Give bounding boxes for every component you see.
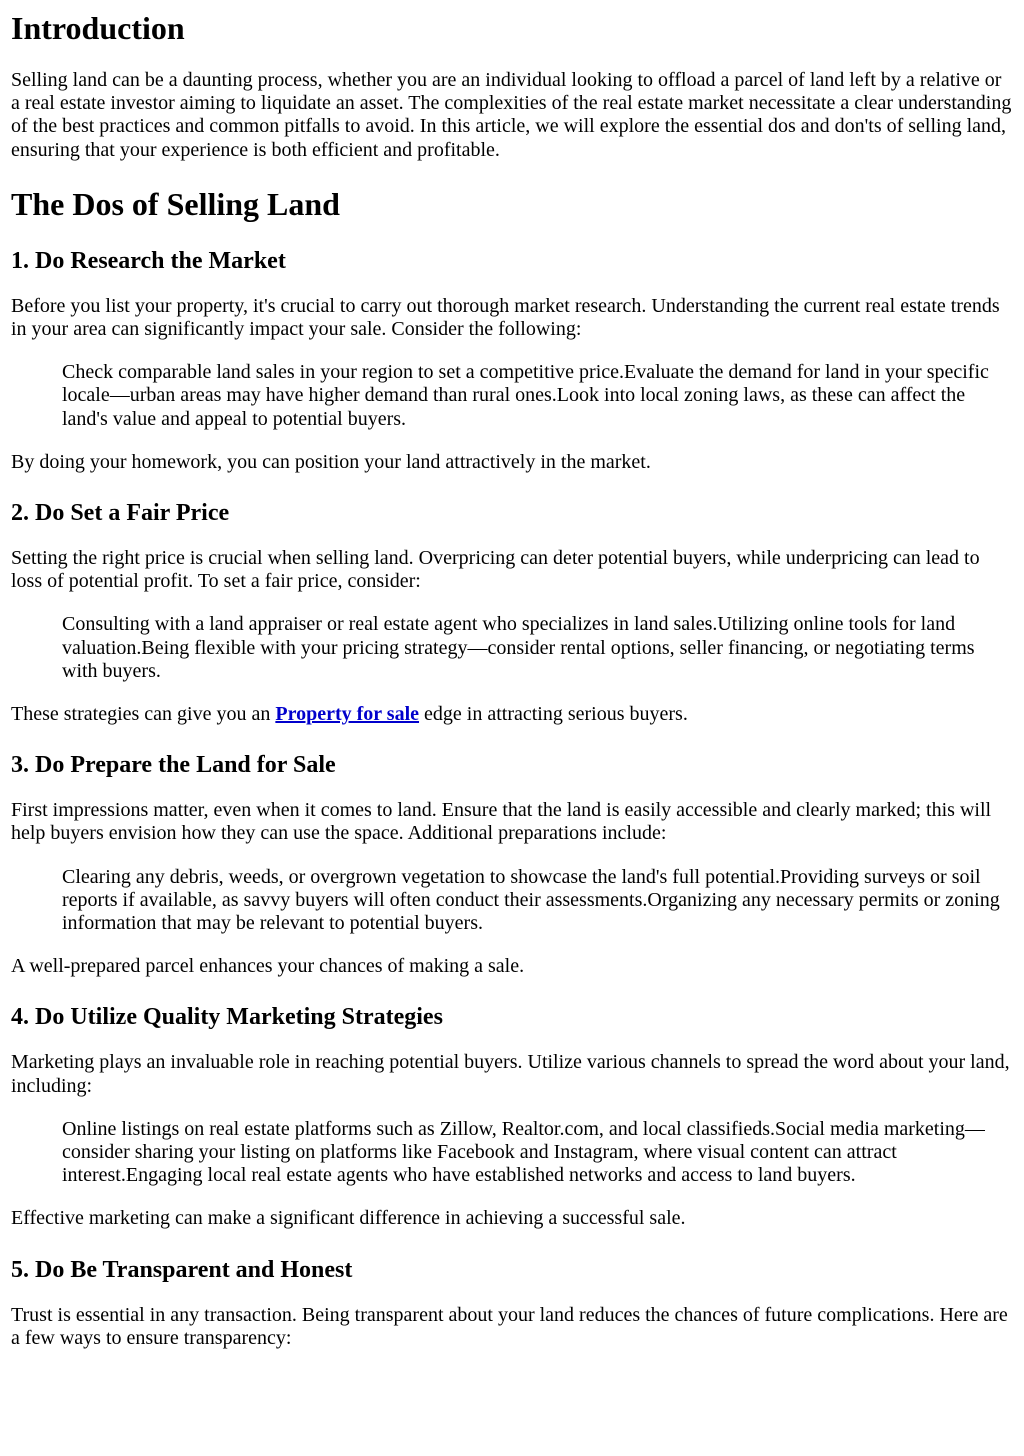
section-heading-marketing: 4. Do Utilize Quality Marketing Strategies: [11, 1004, 443, 1031]
section-quote-prepare: Clearing any debris, weeds, or overgrown vegetation to showcase the land's full potential.Providing surveys or soil reports if available, as savvy buyers will often conduct their assessments.Organizing any necessary permits or zoning information that may be relevant to potential buyers.: [62, 865, 1000, 935]
section-intro-transparent: Trust is essential in any transaction. Being transparent about your land reduces the chances of future complications. Here are a few ways to ensure transparency:: [11, 1303, 1008, 1349]
section-heading-transparent: 5. Do Be Transparent and Honest: [11, 1256, 353, 1283]
article: [0, 10, 1024, 1350]
section-quote-price: Consulting with a land appraiser or real estate agent who specializes in land sales.Utilizing online tools for land valuation.Being flexible with your pricing strategy—consider rental options, seller financing, or negotiating terms with buyers.: [62, 613, 975, 682]
section-heading-research: 1. Do Research the Market: [11, 247, 286, 274]
dos-heading: The Dos of Selling Land: [11, 185, 340, 222]
section-outro-prepare: A well-prepared parcel enhances your chances of making a sale.: [11, 955, 525, 978]
section-intro-research: Before you list your property, it's crucial to carry out thorough market research. Understanding the current real estate trends in your area can significantly impact your sale. Consider the following:: [11, 294, 1000, 341]
intro-paragraph: Selling land can be a daunting process, whether you are an individual looking to offload a parcel of land left by a relative or a real estate investor aiming to liquidate an asset. The complexities of the real estate market necessitate a clear understanding of the best practices and common pitfalls to avoid. In this article, we will explore the essential dos and don'ts of selling land, ensuring that your experience is both efficient and profitable.: [11, 69, 1012, 161]
section-outro-price: [11, 703, 1012, 726]
section-intro-price: Setting the right price is crucial when selling land. Overpricing can deter potential buyers, while underpricing can lead to loss of potential profit. To set a fair price, consider:: [11, 547, 980, 593]
section-outro-research: By doing your homework, you can position your land attractively in the market.: [11, 450, 651, 473]
property-for-sale-link[interactable]: Property for sale: [275, 703, 420, 726]
outro-text-before: These strategies can give you an: [11, 703, 276, 726]
section-intro-marketing: Marketing plays an invaluable role in reaching potential buyers. Utilize various channels to spread the word about your land, including:: [11, 1051, 1010, 1097]
intro-heading: Introduction: [11, 10, 185, 46]
section-heading-prepare: 3. Do Prepare the Land for Sale: [11, 752, 336, 779]
outro-text-after: edge in attracting serious buyers.: [419, 703, 688, 726]
section-heading-price: 2. Do Set a Fair Price: [11, 500, 230, 527]
section-outro-marketing: Effective marketing can make a significant difference in achieving a successful sale.: [11, 1207, 686, 1230]
section-intro-prepare: First impressions matter, even when it comes to land. Ensure that the land is easily accessible and clearly marked; this will help buyers envision how they can use the space. Additional preparations include:: [11, 799, 992, 845]
section-quote-marketing: Online listings on real estate platforms such as Zillow, Realtor.com, and local classifieds.Social media marketing—consider sharing your listing on platforms like Facebook and Instagram, where visual content can attract interest.Engaging local real estate agents who have established networks and access to land buyers.: [62, 1117, 985, 1187]
section-quote-research: Check comparable land sales in your region to set a competitive price.Evaluate the demand for land in your specific locale—urban areas may have higher demand than rural ones.Look into local zoning laws, as these can affect the land's value and appeal to potential buyers.: [62, 361, 989, 430]
